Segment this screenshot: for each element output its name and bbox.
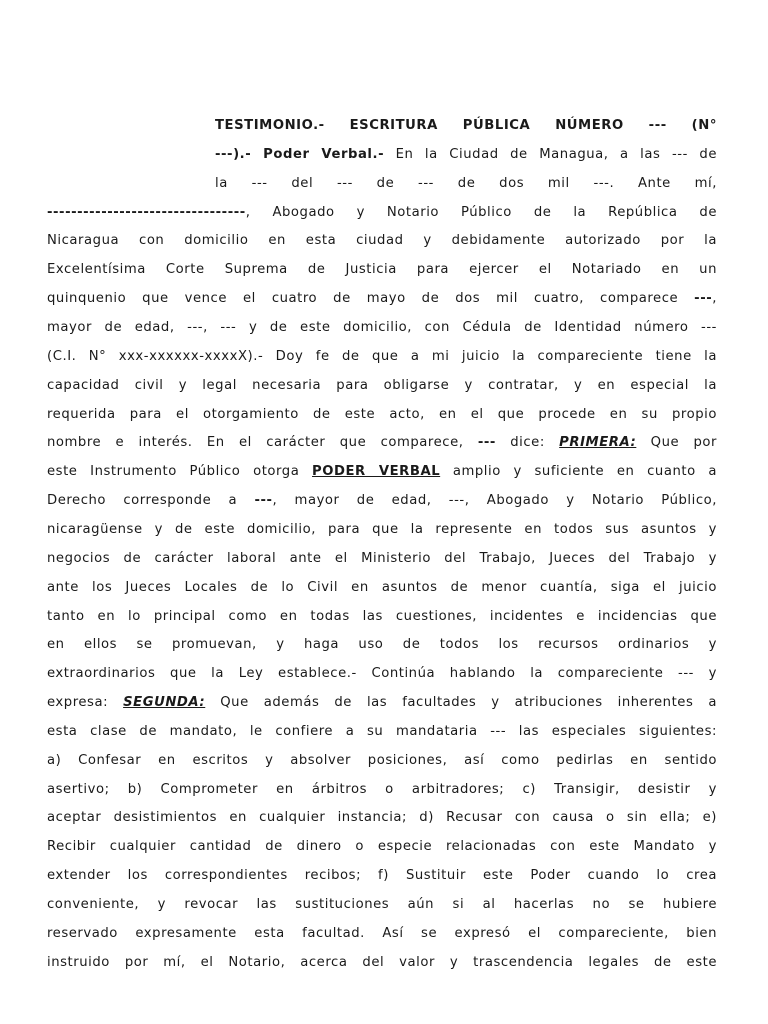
document-line: [47, 289, 717, 309]
emphasized-text: ---: [477, 435, 496, 451]
document-line: [47, 376, 717, 396]
line-text: extraordinarios que la Ley establece.- Continúa hablando la compareciente --- y: [47, 666, 717, 682]
line-text: Que además de las facultades y atribuciones inherentes a: [205, 695, 717, 710]
line-text: tanto en lo principal como en todas las cuestiones, incidentes e incidencias que: [47, 608, 717, 624]
document-line: [47, 693, 717, 713]
document-line: [47, 895, 717, 915]
line-text: , Abogado y Notario Público de la República de: [245, 204, 717, 220]
line-text: En la Ciudad de Managua, a las --- de: [384, 146, 717, 162]
line-text: extender los correspondientes recibos; f) Sustituir este Poder cuando lo crea: [47, 868, 717, 884]
line-text: requerida para el otorgamiento de este acto, en el que procede en su propio: [47, 406, 717, 422]
line-text: nombre e interés. En el carácter que comparece,: [47, 435, 478, 451]
document-line: [47, 751, 717, 771]
document-line: [215, 116, 717, 136]
document-line: [47, 924, 717, 944]
line-text: Recibir cualquier cantidad de dinero o especie relacionadas con este Mandato y: [47, 839, 717, 855]
document-line: [47, 405, 717, 425]
line-text: instruido por mí, el Notario, acerca del valor y trascendencia legales de este: [47, 954, 717, 970]
document-line: [47, 203, 717, 223]
document-line: [47, 953, 717, 973]
line-text: capacidad civil y legal necesaria para obligarse y contratar, y en especial la: [47, 377, 717, 393]
line-text: este Instrumento Público otorga: [47, 464, 313, 480]
document-line: [47, 635, 717, 655]
document-line: [47, 318, 717, 338]
emphasized-text: TESTIMONIO.- ESCRITURA PÚBLICA NÚMERO --- (N°: [215, 118, 717, 133]
document-line: [215, 145, 717, 165]
line-text: Nicaragua con domicilio en esta ciudad y debidamente autorizado por la: [47, 233, 717, 249]
document-line: [47, 607, 717, 627]
document-line: [47, 491, 717, 511]
emphasized-text: ---: [254, 493, 273, 509]
line-text: la --- del --- de --- de dos mil ---. Ante mí,: [215, 175, 717, 191]
line-text: mayor de edad, ---, --- y de este domicilio, con Cédula de Identidad número ---: [47, 320, 717, 335]
emphasized-text: ---).- Poder Verbal.-: [215, 146, 385, 162]
document-line: [47, 866, 717, 886]
line-text: conveniente, y revocar las sustituciones aún si al hacerlas no se hubiere: [47, 897, 717, 912]
line-text: amplio y suficiente en cuanto a: [440, 464, 717, 480]
line-text: esta clase de mandato, le confiere a su mandataria --- las especiales siguientes:: [47, 723, 717, 739]
document-line: [47, 722, 717, 742]
document-line: [47, 837, 717, 857]
document-line: [215, 174, 717, 194]
line-text: dice:: [495, 435, 560, 451]
line-text: expresa:: [47, 695, 124, 710]
line-text: en ellos se promuevan, y haga uso de todos los recursos ordinarios y: [47, 637, 717, 653]
document-line: [47, 808, 717, 828]
line-text: negocios de carácter laboral ante el Ministerio del Trabajo, Jueces del Trabajo y: [47, 550, 717, 566]
line-text: Excelentísima Corte Suprema de Justicia para ejercer el Notariado en un: [47, 262, 717, 278]
document-line: [47, 780, 717, 800]
emphasized-text: PODER VERBAL: [312, 464, 441, 480]
emphasized-text: ---: [694, 291, 713, 307]
document-line: [47, 260, 717, 280]
document-line: [47, 433, 717, 453]
document-line: [47, 549, 717, 569]
document-line: [47, 347, 717, 367]
line-text: asertivo; b) Comprometer en árbitros o arbitradores; c) Transigir, desistir y: [47, 781, 717, 797]
document-line: [47, 462, 717, 482]
line-text: , mayor de edad, ---, Abogado y Notario Público,: [272, 493, 717, 509]
line-text: ante los Jueces Locales de lo Civil en asuntos de menor cuantía, siga el juicio: [47, 579, 717, 595]
line-text: nicaragüense y de este domicilio, para que la represente en todos sus asuntos y: [47, 521, 717, 537]
document-line: [47, 664, 717, 684]
line-text: aceptar desistimientos en cualquier instancia; d) Recusar con causa o sin ella; e): [47, 810, 717, 826]
document-line: [47, 520, 717, 540]
emphasized-text: PRIMERA:: [559, 435, 637, 451]
line-text: (C.I. N° xxx-xxxxxx-xxxxX).- Doy fe de que a mi juicio la compareciente tiene la: [47, 348, 717, 364]
line-text: Que por: [636, 435, 717, 451]
line-text: Derecho corresponde a: [47, 493, 255, 509]
line-text: reservado expresamente esta facultad. Así se expresó el compareciente, bien: [47, 925, 717, 941]
line-text: quinquenio que vence el cuatro de mayo de dos mil cuatro, comparece: [47, 291, 695, 307]
emphasized-text: ---------------------------------: [47, 204, 246, 220]
document-line: [47, 578, 717, 598]
line-text: a) Confesar en escritos y absolver posiciones, así como pedirlas en sentido: [47, 752, 717, 768]
line-text: ,: [712, 291, 717, 307]
emphasized-text: SEGUNDA:: [123, 695, 206, 710]
document-line: [47, 231, 717, 251]
